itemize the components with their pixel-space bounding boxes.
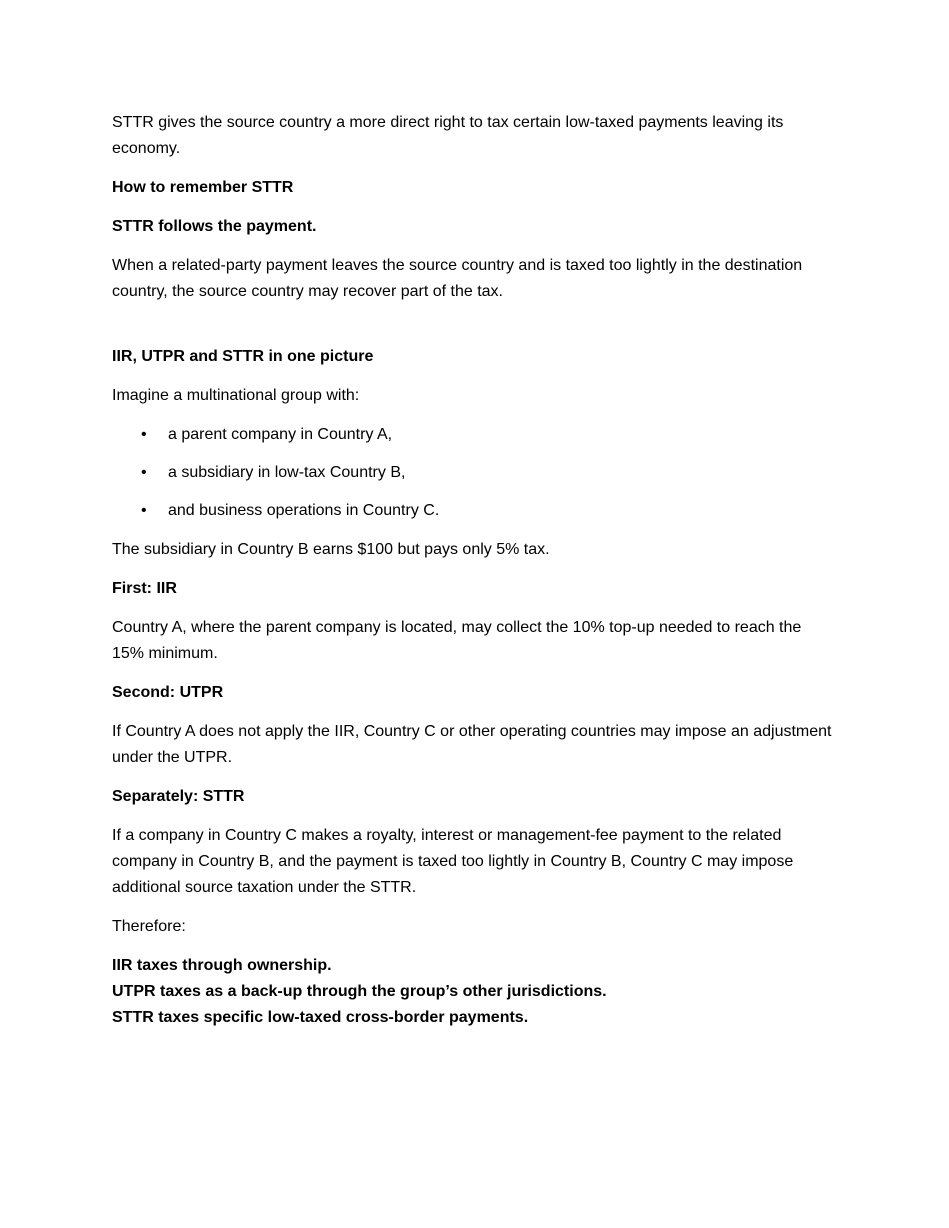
separately-heading: Separately: STTR [112, 788, 245, 805]
bullet-icon: • [141, 426, 147, 443]
list-item-text: a parent company in Country A, [168, 426, 393, 443]
second-heading: Second: UTPR [112, 684, 224, 701]
summary-line: UTPR taxes as a back-up through the group’s other jurisdictions. [112, 983, 607, 1000]
list-item [141, 498, 837, 524]
summary-block [112, 953, 837, 1031]
summary-line: STTR taxes specific low-taxed cross-border payments. [112, 1009, 529, 1026]
intro-paragraph: STTR gives the source country a more direct right to tax certain low-taxed payments leaving its economy. [112, 114, 784, 157]
group-structure-list [112, 422, 837, 524]
therefore-paragraph: Therefore: [112, 918, 186, 935]
remember-paragraph: When a related-party payment leaves the source country and is taxed too lightly in the destination country, the source country may recover part of the tax. [112, 257, 803, 300]
list-item [141, 422, 837, 448]
list-item-text: and business operations in Country C. [168, 502, 440, 519]
spacer [112, 318, 837, 344]
bullet-icon: • [141, 502, 147, 519]
second-paragraph: If Country A does not apply the IIR, Country C or other operating countries may impose an adjustment under the UTPR. [112, 723, 832, 766]
first-paragraph: Country A, where the parent company is located, may collect the 10% top-up needed to reach the 15% minimum. [112, 619, 802, 662]
earnings-paragraph: The subsidiary in Country B earns $100 but pays only 5% tax. [112, 541, 550, 558]
list-item-text: a subsidiary in low-tax Country B, [168, 464, 406, 481]
summary-line: IIR taxes through ownership. [112, 957, 332, 974]
separately-paragraph: If a company in Country C makes a royalty, interest or management-fee payment to the related company in Country B, and the payment is taxed too lightly in Country B, Country C may impose additional source taxation under the STTR. [112, 827, 794, 896]
document-body [112, 110, 837, 1031]
list-item [141, 460, 837, 486]
first-heading: First: IIR [112, 580, 177, 597]
remember-heading: How to remember STTR [112, 179, 294, 196]
picture-heading: IIR, UTPR and STTR in one picture [112, 348, 374, 365]
imagine-paragraph: Imagine a multinational group with: [112, 387, 360, 404]
remember-tagline: STTR follows the payment. [112, 218, 317, 235]
bullet-icon: • [141, 464, 147, 481]
